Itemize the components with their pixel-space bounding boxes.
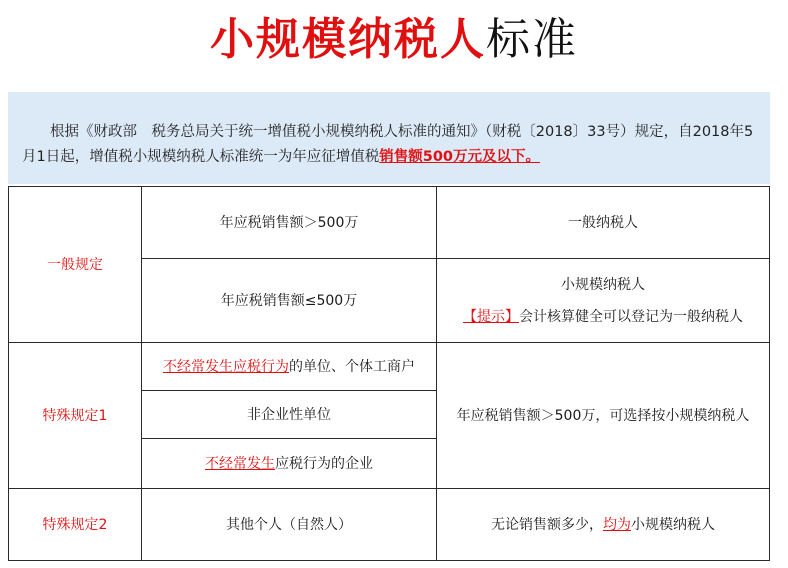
page-title <box>0 10 788 70</box>
condition-cell: 其他个人（自然人） <box>142 489 437 561</box>
condition-cell: 非企业性单位 <box>142 391 437 439</box>
tip-line <box>443 306 763 328</box>
condition-cell <box>142 439 437 489</box>
condition-red: 不经常发生应税行为 <box>163 358 289 375</box>
table-row <box>9 343 770 391</box>
tip-tag: 【提示】 <box>463 308 519 325</box>
condition-rest: 的单位、个体工商户 <box>289 358 415 375</box>
notice-highlight: 销售额500万元及以下。 <box>379 149 541 165</box>
result-red: 均为 <box>603 516 631 533</box>
result-suffix: 小规模纳税人 <box>631 516 715 533</box>
page-title-black: 标准 <box>486 14 578 65</box>
condition-red: 不经常发生 <box>205 455 275 472</box>
condition-rest: 应税行为的企业 <box>275 455 373 472</box>
category-special-2: 特殊规定2 <box>9 489 142 561</box>
condition-cell: 年应税销售额≤500万 <box>142 259 437 343</box>
result-cell <box>437 259 770 343</box>
tip-text: 会计核算健全可以登记为一般纳税人 <box>519 308 743 325</box>
result-cell: 一般纳税人 <box>437 187 770 259</box>
table-row <box>9 187 770 259</box>
table-row <box>9 489 770 561</box>
result-prefix: 无论销售额多少， <box>491 516 603 533</box>
page-title-red: 小规模纳税人 <box>210 14 486 65</box>
result-cell: 年应税销售额＞500万，可选择按小规模纳税人 <box>437 343 770 489</box>
result-cell <box>437 489 770 561</box>
condition-cell: 年应税销售额＞500万 <box>142 187 437 259</box>
rules-table <box>8 186 770 561</box>
notice-box <box>8 92 770 184</box>
notice-text: 根据《财政部 税务总局关于统一增值税小规模纳税人标准的通知》（财税〔2018〕33号）规定，自2018年5月1日起，增值税小规模纳税人标准统一为年应征增值税 <box>22 124 754 165</box>
result-text: 小规模纳税人 <box>561 276 645 293</box>
condition-cell <box>142 343 437 391</box>
category-general: 一般规定 <box>9 187 142 343</box>
category-special-1: 特殊规定1 <box>9 343 142 489</box>
